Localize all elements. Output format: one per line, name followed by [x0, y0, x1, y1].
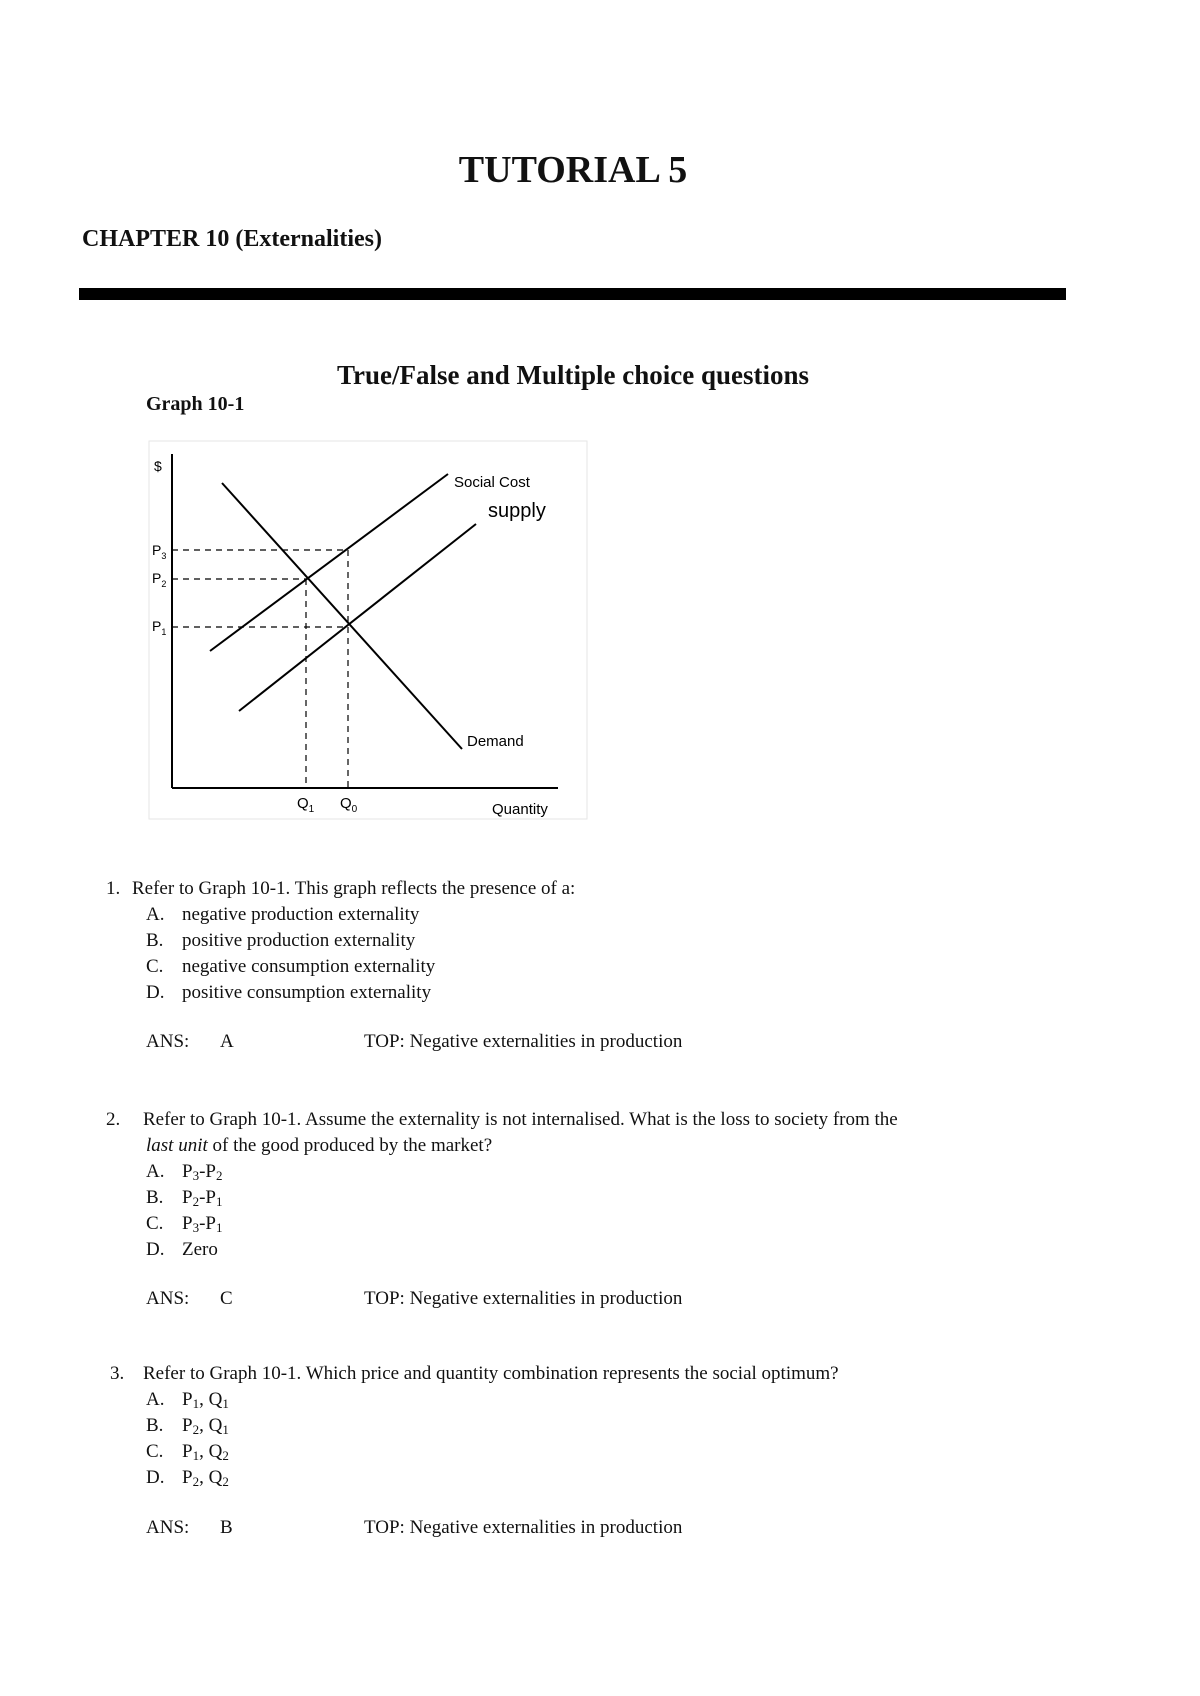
social-cost-label: Social Cost: [454, 474, 530, 491]
ans-label: ANS:: [146, 1031, 190, 1052]
price-label-p3: $P_3$: [152, 542, 167, 561]
quantity-label-q0: $Q_0$: [340, 795, 358, 815]
options-list: [146, 902, 435, 1006]
option: D. positive consumption externality: [146, 982, 432, 1003]
divider-rule: [79, 288, 1066, 300]
topic: TOP: Negative externalities in production: [364, 1517, 683, 1538]
question-number: 3.: [110, 1363, 125, 1384]
options-list: [146, 1159, 222, 1263]
question-stem: Refer to Graph 10-1. Assume the externality is not internalised. What is the loss to society from the: [143, 1109, 898, 1130]
graph-frame: [149, 441, 587, 819]
graph-label: Graph 10-1: [146, 393, 245, 415]
y-axis-label: $: [154, 458, 162, 474]
answer-line: [146, 1029, 683, 1055]
answer-value: C: [220, 1288, 233, 1309]
externality-graph: [148, 440, 588, 820]
question-stem: Refer to Graph 10-1. This graph reflects the presence of a:: [132, 878, 576, 899]
answer-line: [146, 1515, 683, 1541]
price-label-p2: $P_2$: [152, 570, 167, 589]
option: B. positive production externality: [146, 930, 416, 951]
price-label-p1: $P_1$: [152, 618, 167, 637]
topic: TOP: Negative externalities in production: [364, 1031, 683, 1052]
option: B. $P_2-P_1$: [146, 1187, 223, 1209]
options-list: [146, 1387, 229, 1491]
question-number: 1.: [106, 878, 121, 899]
ans-label: ANS:: [146, 1517, 190, 1538]
chapter-heading: CHAPTER 10 (Externalities): [82, 226, 382, 252]
question-stem-continued: last unit of the good produced by the market?: [146, 1135, 493, 1156]
option: D. $P_2$, $Q_2$: [146, 1467, 229, 1489]
quantity-label-q1: $Q_1$: [297, 795, 315, 815]
ans-label: ANS:: [146, 1288, 190, 1309]
answer-value: B: [220, 1517, 233, 1538]
option: D. Zero: [146, 1239, 218, 1260]
supply-label: supply: [488, 500, 546, 522]
option: B. $P_2$, $Q_1$: [146, 1415, 229, 1437]
section-title: True/False and Multiple choice questions: [336, 360, 809, 390]
option: A. $P_3-P_2$: [146, 1161, 223, 1183]
topic: TOP: Negative externalities in production: [364, 1288, 683, 1309]
demand-label: Demand: [467, 733, 524, 750]
x-axis-label: Quantity: [492, 801, 548, 818]
page-title: TUTORIAL 5: [458, 149, 688, 191]
question-number: 2.: [106, 1109, 121, 1130]
option: A. $P_1$, $Q_1$: [146, 1389, 229, 1411]
question-stem: Refer to Graph 10-1. Which price and quantity combination represents the social optimum?: [143, 1363, 839, 1384]
answer-value: A: [220, 1031, 234, 1052]
answer-line: [146, 1286, 683, 1312]
option: A. negative production externality: [146, 904, 420, 925]
option: C. $P_3-P_1$: [146, 1213, 223, 1235]
option: C. $P_1$, $Q_2$: [146, 1441, 229, 1463]
option: C. negative consumption externality: [146, 956, 436, 977]
